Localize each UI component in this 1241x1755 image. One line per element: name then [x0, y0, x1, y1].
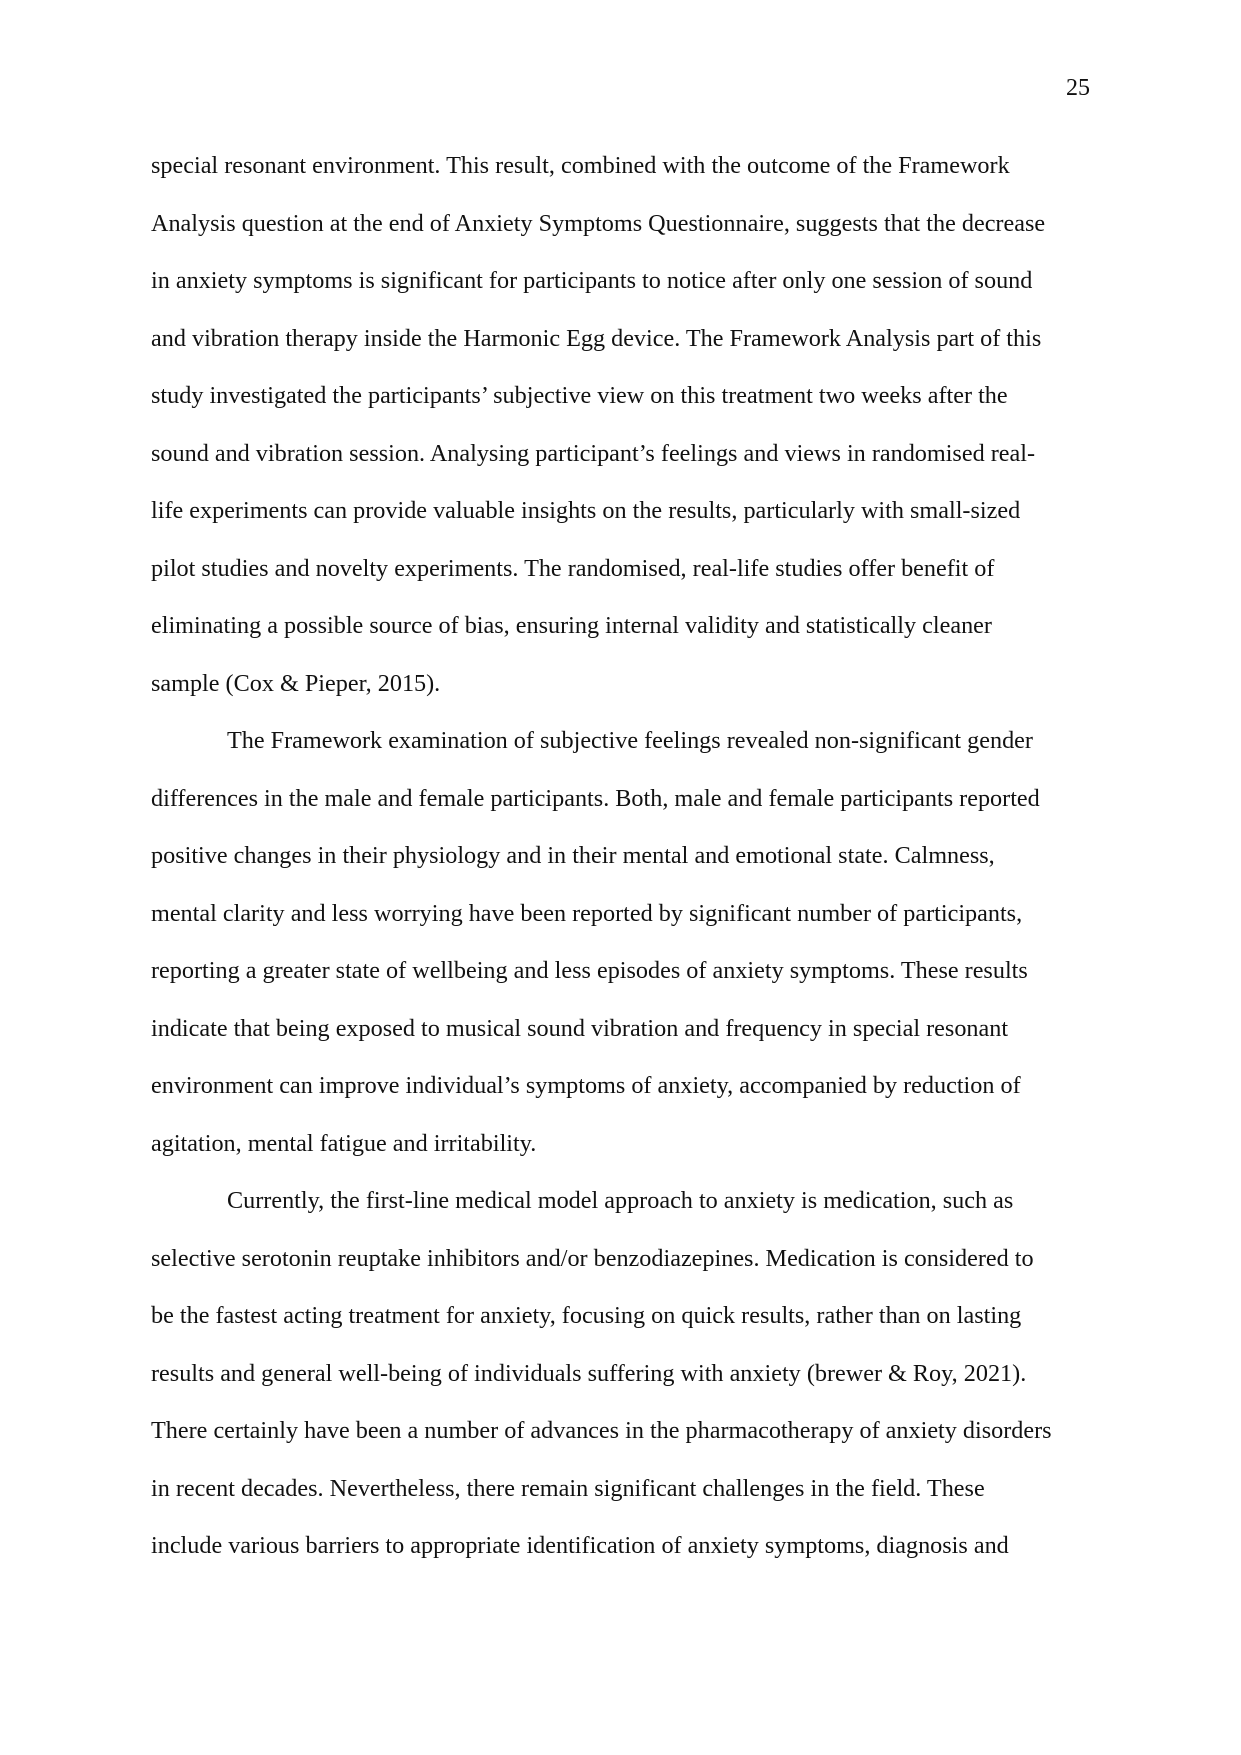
text-line: pilot studies and novelty experiments. The randomised, real-life studies offer benefit of: [151, 554, 995, 582]
text-line: results and general well-being of individuals suffering with anxiety (brewer & Roy, 2021).: [151, 1359, 1027, 1387]
text-line: agitation, mental fatigue and irritability.: [151, 1129, 537, 1157]
text-line: and vibration therapy inside the Harmonic Egg device. The Framework Analysis part of this: [151, 324, 1042, 352]
text-line: in recent decades. Nevertheless, there remain significant challenges in the field. These: [151, 1474, 985, 1502]
text-line: sample (Cox & Pieper, 2015).: [151, 669, 441, 697]
text-line-indented: The Framework examination of subjective feelings revealed non-significant gender: [227, 727, 1033, 754]
text-line: selective serotonin reuptake inhibitors and/or benzodiazepines. Medication is considered to: [151, 1244, 1034, 1272]
text-line: mental clarity and less worrying have been reported by significant number of participants,: [151, 899, 1023, 927]
text-line: life experiments can provide valuable insights on the results, particularly with small-sized: [151, 497, 1021, 524]
text-line: reporting a greater state of wellbeing and less episodes of anxiety symptoms. These results: [151, 957, 1028, 984]
text-line: eliminating a possible source of bias, ensuring internal validity and statistically cleaner: [151, 612, 992, 639]
text-line: study investigated the participants’ subjective view on this treatment two weeks after the: [151, 382, 1008, 409]
text-line: Analysis question at the end of Anxiety Symptoms Questionnaire, suggests that the decrease: [151, 209, 1046, 237]
paragraph-2: [151, 712, 1101, 1172]
text-line: sound and vibration session. Analysing participant’s feelings and views in randomised real-: [151, 439, 1036, 467]
paragraph-3: [151, 1172, 1101, 1575]
text-line: environment can improve individual’s symptoms of anxiety, accompanied by reduction of: [151, 1072, 1021, 1099]
text-line: special resonant environment. This result, combined with the outcome of the Framework: [151, 152, 1010, 179]
text-line: be the fastest acting treatment for anxiety, focusing on quick results, rather than on lasting: [151, 1302, 1022, 1329]
text-line-indented: Currently, the first-line medical model approach to anxiety is medication, such as: [227, 1187, 1014, 1214]
page-number: 25: [1066, 75, 1090, 101]
text-line: positive changes in their physiology and in their mental and emotional state. Calmness,: [151, 842, 995, 869]
body-text: [151, 137, 1101, 1575]
text-line: in anxiety symptoms is significant for participants to notice after only one session of sound: [151, 267, 1033, 294]
text-line: include various barriers to appropriate identification of anxiety symptoms, diagnosis and: [151, 1532, 1009, 1559]
text-line: differences in the male and female participants. Both, male and female participants reported: [151, 784, 1040, 812]
paragraph-1: [151, 137, 1101, 712]
text-line: There certainly have been a number of advances in the pharmacotherapy of anxiety disorders: [151, 1417, 1052, 1444]
text-line: indicate that being exposed to musical sound vibration and frequency in special resonant: [151, 1014, 1009, 1042]
